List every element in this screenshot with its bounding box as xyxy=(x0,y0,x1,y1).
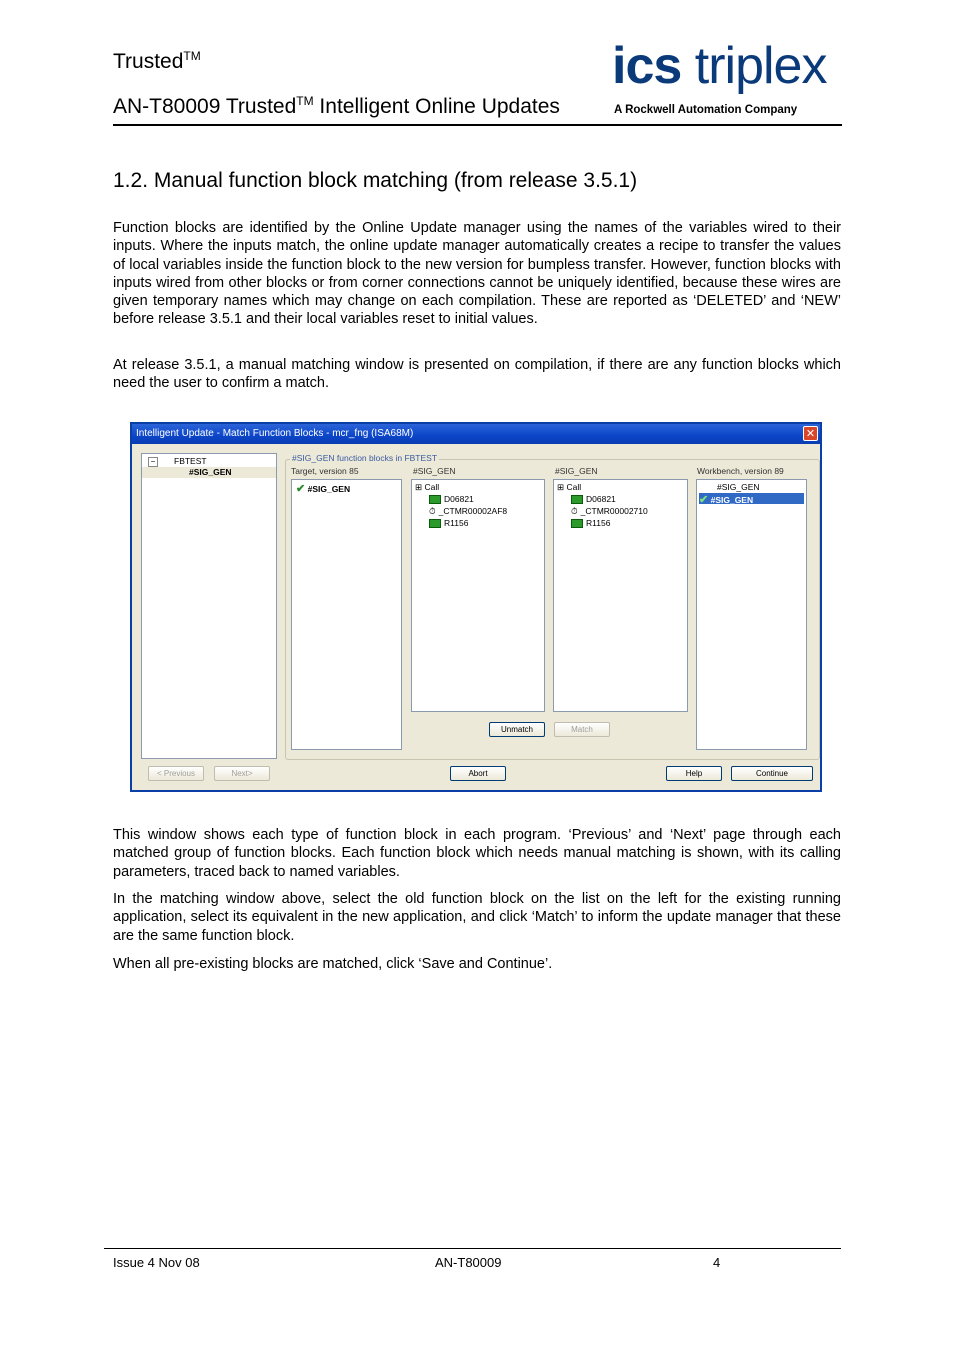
param-item: ⏱ _CTMR00002710 xyxy=(571,506,648,516)
abort-button[interactable]: Abort xyxy=(450,766,506,781)
header-product: Trusted™ xyxy=(113,49,201,73)
help-button[interactable]: Help xyxy=(666,766,722,781)
column-2-label: #SIG_GEN xyxy=(413,466,456,476)
paragraph-3: This window shows each type of function block in each program. ‘Previous’ and ‘Next’ page through each matched group of function blocks. Each function block which needs manual matching is shown, with its calling parameters, traced back to named variables. xyxy=(113,827,841,880)
param-item: R1156 xyxy=(571,518,610,528)
match-function-blocks-dialog xyxy=(130,422,822,792)
previous-button[interactable]: < Previous xyxy=(148,766,204,781)
tree-item-sig-gen[interactable]: #SIG_GEN xyxy=(142,467,276,478)
column-3-list[interactable] xyxy=(553,479,688,712)
workbench-label: Workbench, version 89 xyxy=(697,466,784,476)
footer-rule xyxy=(104,1248,841,1249)
timer-icon: ⏱ xyxy=(429,506,436,516)
timer-icon: ⏱ xyxy=(571,506,578,516)
variable-icon xyxy=(429,495,441,504)
param-item: R1156 xyxy=(429,518,468,528)
group-label: #SIG_GEN function blocks in FBTEST xyxy=(292,453,438,463)
footer-page-number: 4 xyxy=(713,1255,721,1270)
footer-issue: Issue 4 Nov 08 xyxy=(113,1255,200,1270)
footer-doc-number: AN-T80009 xyxy=(435,1255,502,1270)
param-item: ⏱ _CTMR00002AF8 xyxy=(429,506,508,516)
paragraph-2: At release 3.5.1, a manual matching window is presented on compilation, if there are any function blocks which need the user to confirm a match. xyxy=(113,357,841,392)
column-3-label: #SIG_GEN xyxy=(555,466,598,476)
column-2-list[interactable] xyxy=(411,479,545,712)
check-icon: ✔ xyxy=(699,494,709,506)
tree-root[interactable]: − FBTEST xyxy=(148,456,207,467)
ics-triplex-logo: ics triplex A Rockwell Automation Company xyxy=(612,37,827,116)
target-label: Target, version 85 xyxy=(291,466,359,476)
variable-icon xyxy=(571,519,583,528)
collapse-icon[interactable]: − xyxy=(148,457,158,467)
variable-icon xyxy=(571,495,583,504)
unmatch-button[interactable]: Unmatch xyxy=(489,722,545,737)
paragraph-1: Function blocks are identified by the Online Update manager using the names of the variables wired to their inputs. Where the inputs match, the online update manager automatically creates a recipe to transfer the values of local variables inside the function block to the new version for bumpless transfer. However, function blocks with inputs wired from other blocks or from corner connections cannot be uniquely identified, because these wires are given temporary names which may change on each compilation. These are reported as ‘DELETED’ and ‘NEW’ before release 3.5.1 and their local variables reset to initial values. xyxy=(113,220,841,328)
logo-tagline: A Rockwell Automation Company xyxy=(614,104,798,116)
variable-icon xyxy=(429,519,441,528)
target-item[interactable]: ✔ #SIG_GEN xyxy=(296,483,351,495)
call-icon: ⊞ xyxy=(415,482,423,492)
workbench-list[interactable] xyxy=(696,479,807,750)
call-item: ⊞ Call xyxy=(415,482,440,492)
section-heading: 1.2. Manual function block matching (from release 3.5.1) xyxy=(113,169,638,192)
paragraph-4: In the matching window above, select the old function block on the list on the left for the existing running application, select its equivalent in the new application, and click ‘Match’ to inform the update manager that these are the same function block. xyxy=(113,891,841,944)
header-doc-title: AN-T80009 Trusted™ Intelligent Online Updates xyxy=(113,94,560,118)
param-item: D06821 xyxy=(429,494,474,504)
program-tree[interactable] xyxy=(141,453,277,759)
next-button[interactable]: Next> xyxy=(214,766,270,781)
dialog-title-bar: Intelligent Update - Match Function Blocks - mcr_fng (ISA68M) xyxy=(132,424,820,444)
call-item: ⊞ Call xyxy=(557,482,582,492)
close-icon[interactable]: ✕ xyxy=(803,426,818,441)
workbench-item-selected[interactable]: ✔ #SIG_GEN xyxy=(699,493,804,504)
paragraph-5: When all pre-existing blocks are matched, click ‘Save and Continue’. xyxy=(113,956,553,972)
check-icon: ✔ xyxy=(296,483,306,495)
header-rule xyxy=(113,124,842,126)
workbench-item[interactable]: #SIG_GEN xyxy=(717,482,760,492)
continue-button[interactable]: Continue xyxy=(731,766,813,781)
match-button[interactable]: Match xyxy=(554,722,610,737)
param-item: D06821 xyxy=(571,494,616,504)
target-list[interactable] xyxy=(291,479,402,750)
call-icon: ⊞ xyxy=(557,482,565,492)
